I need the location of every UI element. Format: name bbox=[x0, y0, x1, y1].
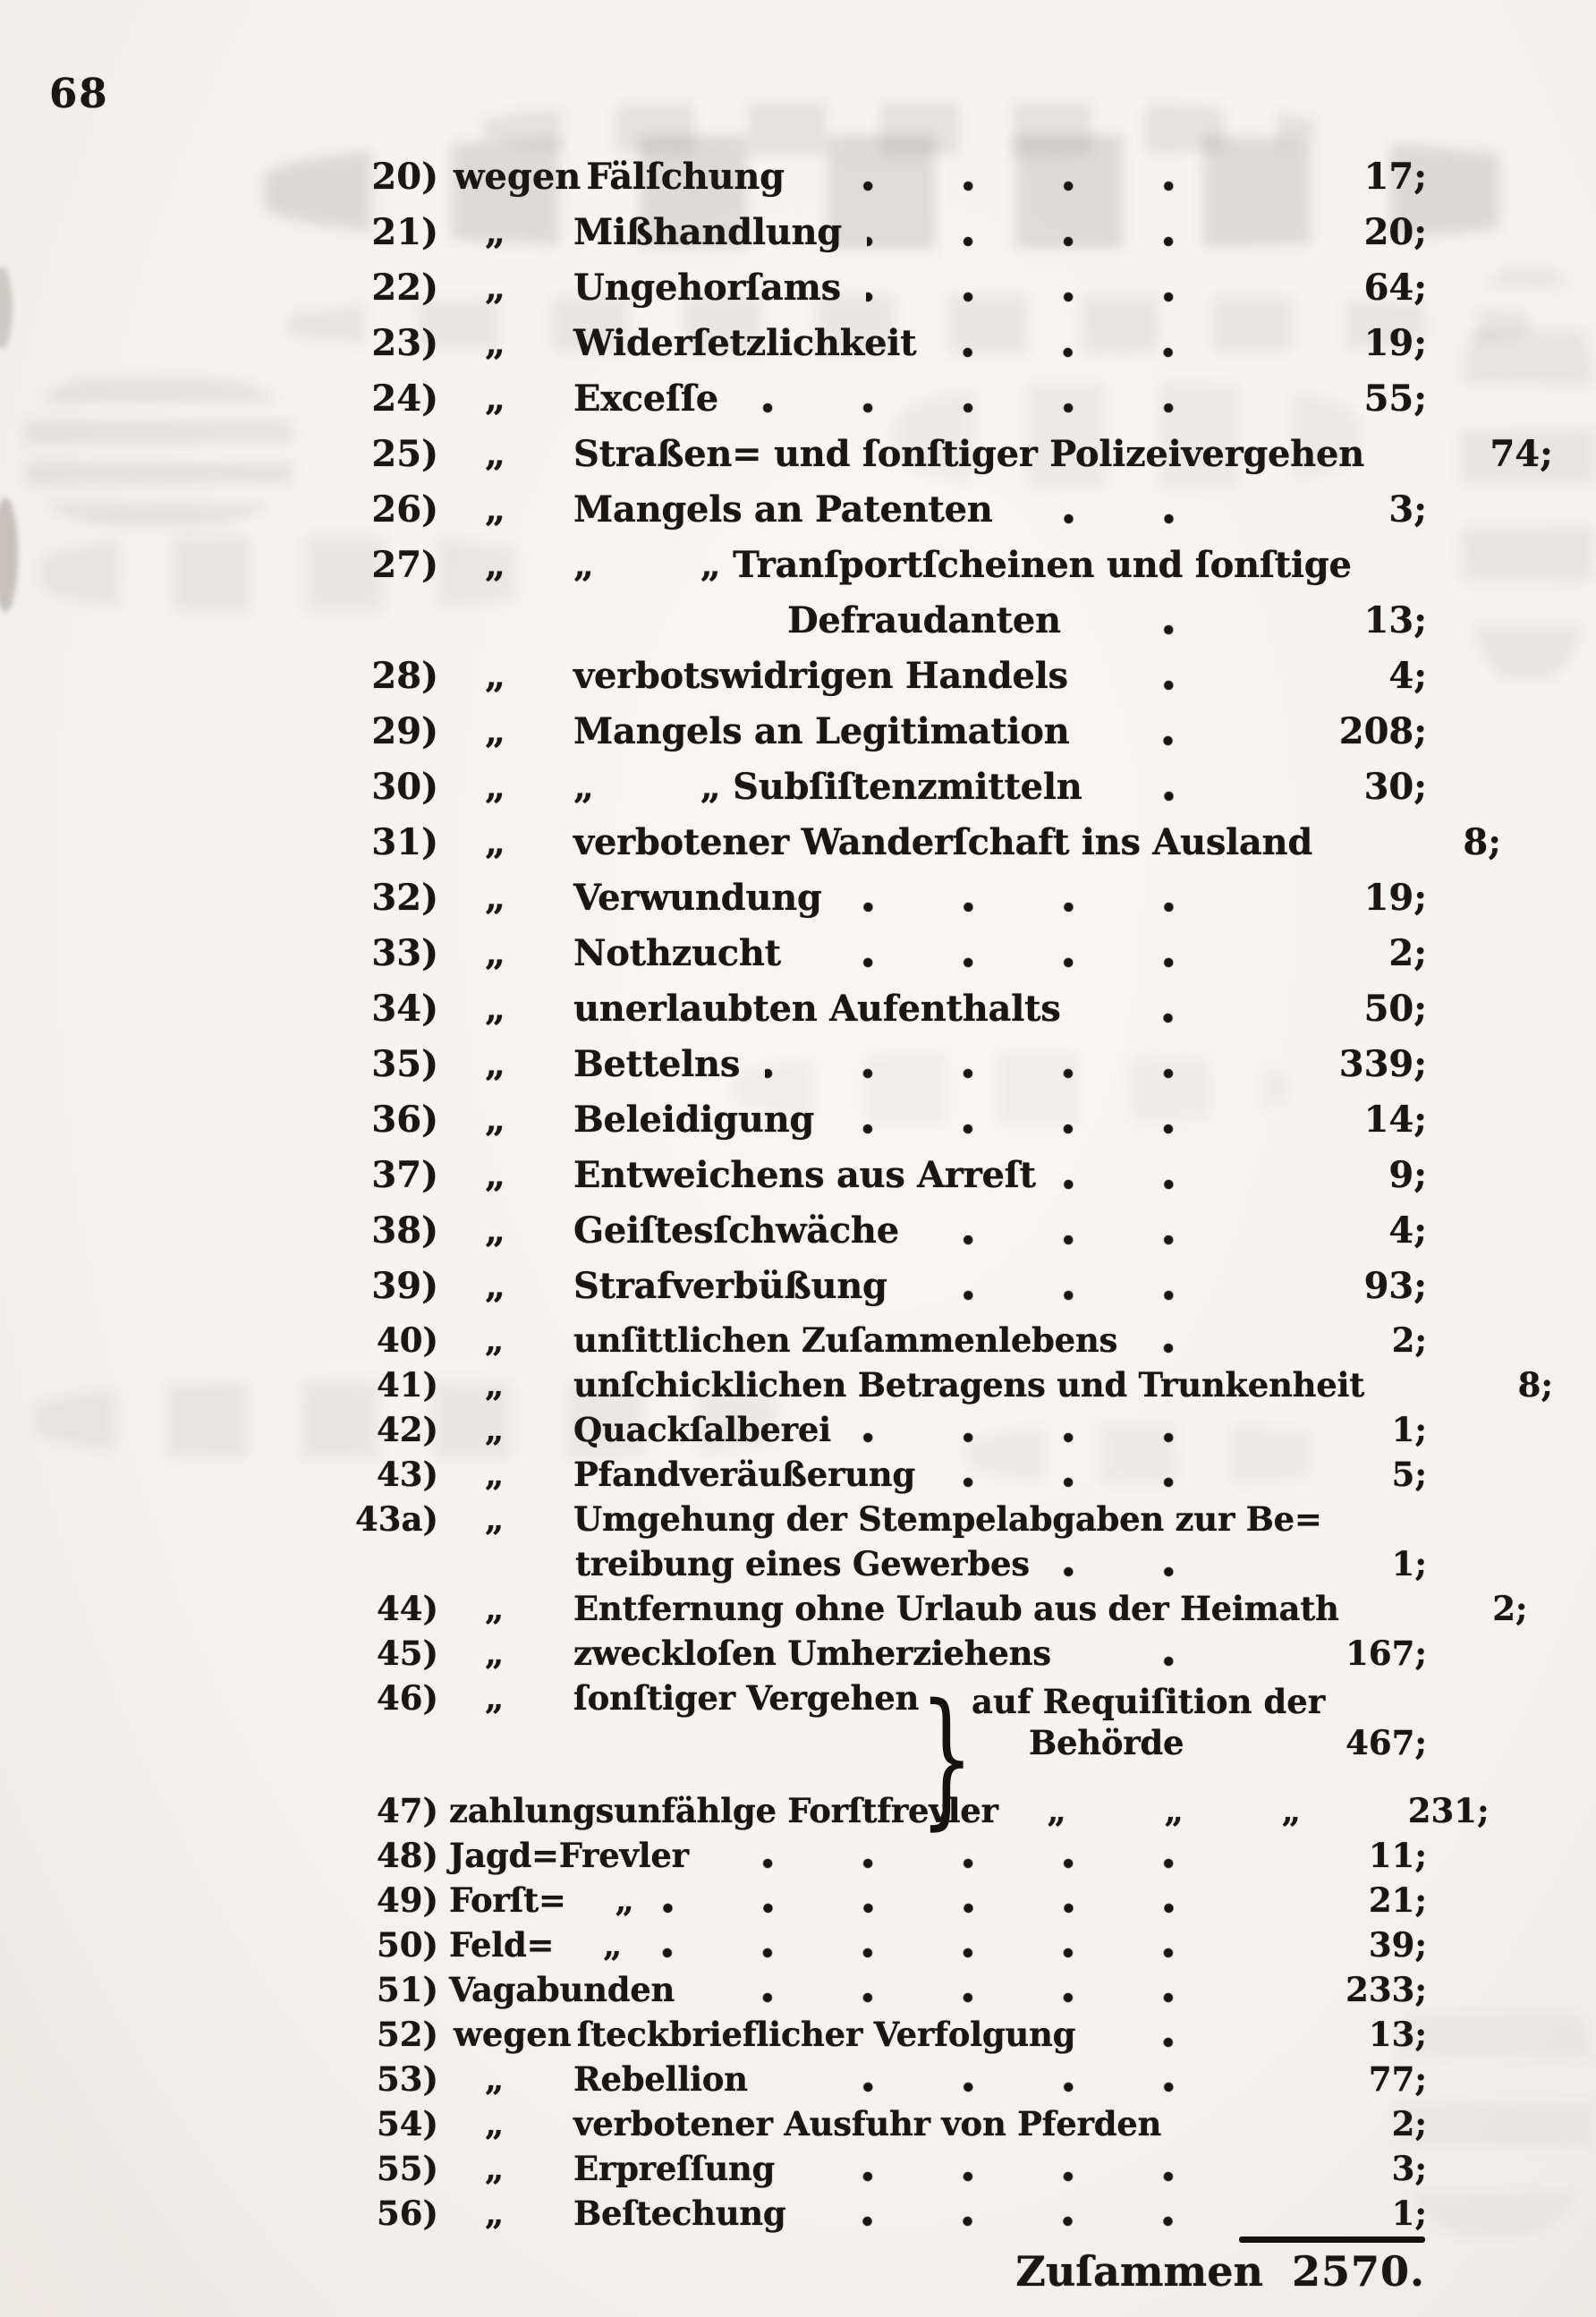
offense-count: 19; bbox=[1363, 322, 1427, 364]
offense-count: 1; bbox=[1391, 2194, 1427, 2233]
row-number: 43a) bbox=[355, 1499, 438, 1539]
leader-dots bbox=[1061, 1179, 1263, 1190]
leader-dots bbox=[1094, 735, 1263, 746]
leader-dots bbox=[1055, 1566, 1263, 1577]
offense-count: 9; bbox=[1388, 1154, 1427, 1196]
row-number: 26) bbox=[371, 488, 438, 530]
leader-dots bbox=[913, 1290, 1263, 1301]
leader-dots bbox=[1018, 513, 1264, 524]
leader-dots bbox=[941, 347, 1263, 358]
ditto-mark: „ bbox=[485, 988, 506, 1030]
row-number: 35) bbox=[371, 1043, 438, 1085]
leader-dots bbox=[810, 181, 1263, 191]
list-row-20 bbox=[0, 157, 1427, 213]
list-row-30 bbox=[0, 768, 1427, 823]
offense-text: Vagabunden bbox=[449, 1970, 675, 2009]
ditto-mark: „ bbox=[485, 1455, 505, 1494]
ditto-mark: „ bbox=[485, 1410, 505, 1449]
offense-text: Quackſalberei bbox=[573, 1410, 831, 1449]
row-number: 42) bbox=[377, 1410, 438, 1449]
offense-count: 3; bbox=[1391, 2149, 1427, 2188]
list-row-continuation bbox=[0, 601, 1427, 657]
total-value: 2570. bbox=[1291, 2247, 1425, 2296]
ditto-mark: „ bbox=[485, 322, 506, 364]
list-row-33 bbox=[0, 934, 1427, 989]
list-row-53 bbox=[0, 2061, 1427, 2106]
total-spacer bbox=[1263, 2247, 1292, 2296]
offense-count: 2; bbox=[1391, 1320, 1427, 1360]
offense-text: Mangels an Legitimation bbox=[573, 710, 1070, 752]
offense-count: 167; bbox=[1346, 1634, 1427, 1673]
offense-count: 208; bbox=[1338, 710, 1427, 752]
list-row-43 bbox=[0, 1456, 1427, 1501]
leader-dots bbox=[1142, 1343, 1263, 1354]
list-row-56 bbox=[0, 2195, 1427, 2240]
list-row-36 bbox=[0, 1100, 1427, 1156]
offense-list bbox=[0, 156, 1553, 2240]
ditto-mark: „ bbox=[485, 378, 506, 420]
offense-text: Behörde bbox=[1029, 1723, 1184, 1762]
offense-text: Strafverbüßung bbox=[573, 1265, 887, 1307]
row-number: 51) bbox=[377, 1970, 438, 2009]
list-row-29 bbox=[0, 712, 1427, 768]
offense-text: „ „ Subſiſtenzmitteln bbox=[573, 766, 1082, 808]
offense-text: treibung eines Gewerbes bbox=[575, 1544, 1030, 1583]
ditto-mark: „ bbox=[485, 433, 506, 475]
offense-count: 39; bbox=[1368, 1925, 1427, 1965]
offense-count: 467; bbox=[1346, 1723, 1427, 1762]
offense-text: Ungehorſams bbox=[573, 267, 841, 309]
leader-dots bbox=[714, 1858, 1263, 1869]
offense-count: 8; bbox=[1517, 1365, 1553, 1405]
offense-count: 20; bbox=[1363, 211, 1427, 253]
list-row-40 bbox=[0, 1322, 1427, 1367]
offense-text: verbotener Wanderſchaft ins Ausland bbox=[573, 821, 1313, 863]
leader-dots bbox=[847, 902, 1263, 912]
ditto-mark: „ bbox=[485, 2149, 505, 2188]
offense-text: zweckloſen Umherziehens bbox=[573, 1634, 1051, 1673]
row-number: 54) bbox=[377, 2104, 438, 2143]
offense-count: 339; bbox=[1338, 1043, 1427, 1085]
row-number: 49) bbox=[377, 1880, 438, 1920]
offense-text: Forſt= „ bbox=[449, 1880, 634, 1920]
leader-dots bbox=[1076, 1656, 1263, 1667]
offense-count: 8; bbox=[1463, 821, 1502, 863]
row-number: 56) bbox=[377, 2194, 438, 2233]
offense-text: ſteckbrieflicher Verfolgung bbox=[576, 2015, 1076, 2054]
list-row-25 bbox=[0, 433, 1553, 490]
offense-count: 231; bbox=[1407, 1791, 1490, 1830]
offense-text: Fälſchung bbox=[586, 156, 785, 198]
offense-count: 21; bbox=[1368, 1880, 1427, 1920]
ditto-mark: „ bbox=[485, 932, 506, 974]
ditto-mark: „ bbox=[485, 877, 506, 919]
leader-dots bbox=[659, 1903, 1263, 1914]
list-row-35 bbox=[0, 1045, 1427, 1100]
ditto-mark: „ bbox=[485, 710, 506, 752]
offense-count: 2; bbox=[1492, 1589, 1528, 1628]
row-number: 34) bbox=[371, 988, 438, 1030]
offense-count: 1; bbox=[1391, 1544, 1427, 1583]
leader-dots bbox=[856, 1432, 1263, 1443]
list-row-31 bbox=[0, 821, 1502, 878]
row-number: 43) bbox=[377, 1455, 438, 1494]
ditto-mark: „ bbox=[485, 1678, 505, 1718]
row-number: 40) bbox=[377, 1320, 438, 1360]
row-number: 25) bbox=[371, 433, 438, 475]
offense-count: 30; bbox=[1363, 766, 1427, 808]
offense-count: 55; bbox=[1363, 378, 1427, 420]
ditto-mark: „ bbox=[485, 766, 506, 808]
row-number: 50) bbox=[377, 1925, 438, 1965]
list-row-41 bbox=[0, 1365, 1553, 1412]
leader-dots bbox=[1186, 2126, 1263, 2137]
offense-text: Nothzucht bbox=[573, 932, 781, 974]
list-row-39 bbox=[0, 1267, 1427, 1322]
list-row-42 bbox=[0, 1412, 1427, 1456]
leader-dots bbox=[867, 236, 1263, 247]
leader-dots bbox=[839, 1124, 1263, 1134]
offense-text: Beleidigung bbox=[573, 1099, 815, 1141]
offense-count: 74; bbox=[1490, 433, 1553, 475]
row-number: 38) bbox=[371, 1209, 438, 1252]
offense-text: Erpreſſung bbox=[573, 2149, 776, 2188]
list-row-21 bbox=[0, 213, 1427, 268]
ditto-mark: „ bbox=[485, 1320, 505, 1360]
ditto-mark: „ bbox=[485, 1499, 505, 1539]
offense-count: 3; bbox=[1388, 488, 1427, 530]
row-number: 39) bbox=[371, 1265, 438, 1307]
ditto-mark: „ bbox=[485, 1589, 505, 1628]
list-row-34 bbox=[0, 989, 1427, 1045]
row-number: 29) bbox=[371, 710, 438, 752]
row-number: 46) bbox=[377, 1678, 438, 1718]
offense-text: verbotswidrigen Handels bbox=[573, 655, 1068, 697]
offense-count: 2; bbox=[1391, 2104, 1427, 2143]
leader-dots bbox=[647, 1948, 1263, 1958]
offense-text: Entfernung ohne Urlaub aus der Heimath bbox=[573, 1589, 1339, 1628]
row-number: 41) bbox=[377, 1365, 438, 1405]
offense-text: unerlaubten Aufenthalts bbox=[573, 988, 1061, 1030]
offense-text: verbotener Ausfuhr von Pferden bbox=[573, 2104, 1162, 2143]
offense-count: 4; bbox=[1388, 1209, 1427, 1252]
leader-dots bbox=[1093, 680, 1263, 691]
row-number: 48) bbox=[377, 1836, 438, 1875]
offense-text: zahlungsunfählge Forſtfrevler „ „ „ bbox=[449, 1791, 1301, 1830]
offense-text: Bettelns bbox=[573, 1043, 741, 1085]
list-row-27 bbox=[0, 546, 1427, 601]
offense-count: 4; bbox=[1388, 655, 1427, 697]
list-row-22 bbox=[0, 268, 1427, 324]
row-number: 21) bbox=[371, 211, 438, 253]
offense-text: Umgehung der Stempelabgaben zur Be= bbox=[573, 1499, 1322, 1539]
offense-text: unſchicklichen Betragens und Trunkenheit bbox=[573, 1365, 1364, 1405]
list-row-48 bbox=[0, 1837, 1427, 1882]
row-number: 32) bbox=[371, 877, 438, 919]
row-number: 20) bbox=[371, 156, 438, 198]
row-number: 33) bbox=[371, 932, 438, 974]
offense-text: Beſtechung bbox=[573, 2194, 786, 2233]
ditto-mark: „ bbox=[485, 2194, 505, 2233]
offense-text: Geiſtesſchwäche bbox=[573, 1209, 899, 1252]
list-row-24 bbox=[0, 379, 1427, 435]
list-row-23 bbox=[0, 324, 1427, 379]
offense-text: Verwundung bbox=[573, 877, 822, 919]
offense-count: 77; bbox=[1368, 2059, 1427, 2099]
offense-text: Defraudanten bbox=[787, 599, 1061, 641]
list-row-38 bbox=[0, 1211, 1427, 1267]
row-number: 24) bbox=[371, 378, 438, 420]
list-row-45 bbox=[0, 1635, 1427, 1680]
wegen-label: wegen bbox=[454, 156, 582, 198]
ditto-mark: „ bbox=[485, 1043, 506, 1085]
leader-dots bbox=[800, 2171, 1263, 2182]
offense-count: 233; bbox=[1346, 1970, 1427, 2009]
ditto-mark: „ bbox=[485, 1209, 506, 1252]
list-row-55 bbox=[0, 2151, 1427, 2195]
leader-dots bbox=[1086, 624, 1263, 635]
leader-dots bbox=[811, 2216, 1263, 2227]
offense-count: 13; bbox=[1368, 2015, 1427, 2054]
offense-count: 13; bbox=[1363, 599, 1427, 641]
leader-dots bbox=[1209, 1745, 1263, 1756]
list-row-37 bbox=[0, 1156, 1427, 1211]
leader-dots bbox=[765, 1068, 1263, 1079]
leader-dots bbox=[1100, 2037, 1263, 2048]
offense-text: Mangels an Patenten bbox=[573, 488, 993, 530]
total-label: Zuſammen bbox=[1015, 2247, 1263, 2296]
ditto-mark: „ bbox=[485, 1265, 506, 1307]
row-number: 44) bbox=[377, 1589, 438, 1628]
ditto-mark: „ bbox=[485, 267, 506, 309]
list-row-54 bbox=[0, 2106, 1427, 2151]
ditto-mark: „ bbox=[485, 1634, 505, 1673]
offense-text: Pfandveräußerung bbox=[573, 1455, 915, 1494]
offense-text: Feld= „ bbox=[449, 1925, 623, 1965]
offense-count: 19; bbox=[1363, 877, 1427, 919]
ditto-mark: „ bbox=[485, 544, 506, 586]
list-row-continuation bbox=[0, 1725, 1427, 1770]
total-rule bbox=[1239, 2236, 1425, 2243]
list-row-50 bbox=[0, 1927, 1427, 1972]
leader-dots bbox=[1085, 1013, 1263, 1023]
list-row-43a bbox=[0, 1501, 1427, 1546]
offense-count: 50; bbox=[1363, 988, 1427, 1030]
leader-dots bbox=[1108, 791, 1263, 802]
ditto-mark: „ bbox=[485, 1099, 506, 1141]
requisition-note: auf Requiſition der bbox=[972, 1682, 1326, 1721]
ditto-mark: „ bbox=[485, 2104, 505, 2143]
leader-dots bbox=[806, 957, 1263, 968]
row-number: 53) bbox=[377, 2059, 438, 2099]
row-number: 55) bbox=[377, 2149, 438, 2188]
offense-count: 1; bbox=[1391, 1410, 1427, 1449]
list-row-continuation bbox=[0, 1546, 1427, 1591]
ditto-mark: „ bbox=[485, 211, 506, 253]
offense-count: 5; bbox=[1391, 1455, 1427, 1494]
ditto-mark: „ bbox=[485, 655, 506, 697]
ditto-mark: „ bbox=[485, 821, 506, 863]
row-number: 22) bbox=[371, 267, 438, 309]
list-row-51 bbox=[0, 1972, 1427, 2016]
leader-dots bbox=[940, 1477, 1263, 1488]
ditto-mark: „ bbox=[485, 1154, 506, 1196]
list-row-32 bbox=[0, 878, 1427, 934]
list-row-47 bbox=[0, 1791, 1490, 1837]
row-number: 47) bbox=[377, 1791, 438, 1830]
total-line bbox=[881, 2247, 1425, 2296]
offense-text: ſonſtiger Vergehen bbox=[573, 1678, 920, 1718]
page-number: 68 bbox=[49, 70, 109, 117]
list-row-26 bbox=[0, 490, 1427, 546]
offense-text: Mißhandlung bbox=[573, 211, 842, 253]
list-row-52 bbox=[0, 2016, 1427, 2061]
ditto-mark: „ bbox=[485, 2059, 505, 2099]
list-row-28 bbox=[0, 657, 1427, 712]
offense-count: 14; bbox=[1363, 1099, 1427, 1141]
offense-text: Exceſſe bbox=[573, 378, 718, 420]
leader-dots bbox=[773, 2082, 1263, 2092]
ditto-mark: „ bbox=[485, 488, 506, 530]
row-number: 31) bbox=[371, 821, 438, 863]
leader-dots bbox=[743, 403, 1263, 413]
row-number: 27) bbox=[371, 544, 438, 586]
offense-text: „ „ Tranſportſcheinen und ſonſtige bbox=[573, 544, 1352, 586]
offense-text: Jagd=Frevler bbox=[449, 1836, 689, 1875]
bleed-through-ghost bbox=[483, 102, 1315, 156]
offense-text: Entweichens aus Arreſt bbox=[573, 1154, 1036, 1196]
offense-count: 64; bbox=[1363, 267, 1427, 309]
list-row-49 bbox=[0, 1882, 1427, 1927]
offense-text: Straßen= und ſonſtiger Polizeivergehen bbox=[573, 433, 1364, 475]
row-number: 30) bbox=[371, 766, 438, 808]
leader-dots bbox=[924, 1235, 1263, 1245]
ditto-mark: „ bbox=[485, 1365, 505, 1405]
offense-text: Widerſetzlichkeit bbox=[573, 322, 917, 364]
offense-count: 17; bbox=[1363, 156, 1427, 198]
row-number: 36) bbox=[371, 1099, 438, 1141]
offense-count: 2; bbox=[1388, 932, 1427, 974]
row-number: 23) bbox=[371, 322, 438, 364]
offense-text: Rebellion bbox=[573, 2059, 748, 2099]
grouping-brace: } bbox=[920, 1672, 974, 1845]
offense-count: 93; bbox=[1363, 1265, 1427, 1307]
row-number: 37) bbox=[371, 1154, 438, 1196]
row-number: 45) bbox=[377, 1634, 438, 1673]
offense-text: unſittlichen Zuſammenlebens bbox=[573, 1320, 1118, 1360]
row-number: 28) bbox=[371, 655, 438, 697]
wegen-label: wegen bbox=[454, 2015, 572, 2054]
list-row-44 bbox=[0, 1589, 1528, 1635]
offense-count: 11; bbox=[1368, 1836, 1427, 1875]
leader-dots bbox=[700, 1992, 1263, 2003]
leader-dots bbox=[866, 292, 1263, 302]
row-number: 52) bbox=[377, 2015, 438, 2054]
